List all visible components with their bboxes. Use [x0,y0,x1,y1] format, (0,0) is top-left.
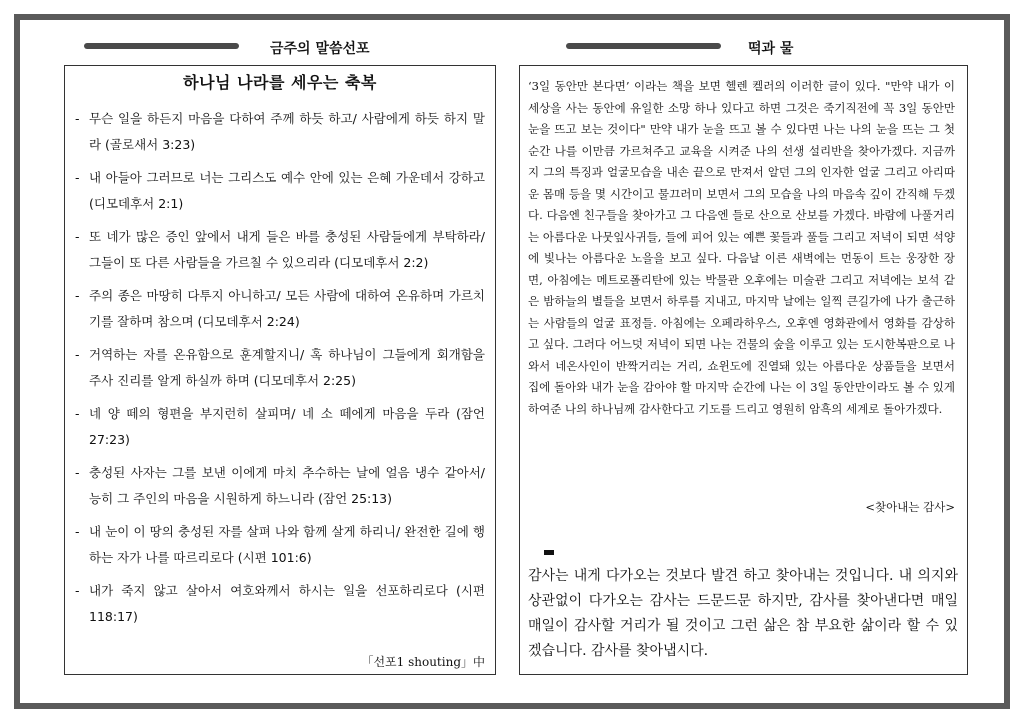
left-header-bar [84,43,239,49]
right-header-title: 떡과 물 [748,41,794,57]
essay-source: <찾아내는 감사> [865,500,955,514]
essay-panel [519,65,968,675]
essay-text: ‘3일 동안만 본다면’ 이라는 책을 보면 헬렌 켈러의 이러한 글이 있다. "만약 내가 이 세상을 사는 동안에 유일한 소망 하나 있다고 하면 그것은 죽기직전에 꼭 3일 동안만 눈을 뜨고 보는 것이다" 만약 내가 눈을 뜨고 볼 수 있다면 나는 나의 눈을 뜨는 그 첫 순간 나를 이만큼 가르쳐주고 교육을 시켜준 나의 선생 설리반을 찾아가겠다. 지금까지 그의 특징과 얼굴모습을 내손 끝으로 만져서 알던 그의 인자한 얼굴 그리고 아리따운 몸매 등을 몇 시간이고 물끄러미 보면서 그의 모습을 나의 마음속 깊이 간직해 두겠다. 다음엔 친구들을 찾아가고 그 다음엔 들로 산으로 산보를 가겠다. 바람에 나풀거리는 아름다운 나뭇잎사귀들, 들에 피어 있는 예쁜 꽃들과 풀들 그리고 저녁이 되면 석양에 빛나는 아름다운 노을을 보고 싶다. 다음날 이른 새벽에는 먼동이 트는 웅장한 장면, 아침에는 메트로폴리탄에 있는 박물관 오후에는 미술관 그리고 저녁에는 보석 같은 밤하늘의 별들을 보면서 하루를 지내고, 마지막 날에는 일찍 큰길가에 나가 출근하는 사람들의 얼굴 표정들. 아침에는 오페라하우스, 오후엔 영화관에서 영화를 감상하고 싶다. 그러다 어느덧 저녁이 되면 나는 건물의 숲을 이루고 있는 도시한복판으로 나와서 네온사인이 반짝거리는 거리, 쇼윈도에 진열돼 있는 아름다운 상품들을 보면서 집에 돌아와 내가 눈을 감아야 할 마지막 순간에 나는 이 3일 동안만이라도 볼 수 있게 하여준 나의 하나님께 감사한다고 기도를 드리고 영원히 암흑의 세계로 돌아가겠다. [528,79,955,416]
verse-item: - 주의 종은 마땅히 다투지 아니하고/ 모든 사람에 대하여 온유하며 가르치기를 잘하며 참으며 (디모데후서 2:24) [73,283,485,335]
verse-item: - 또 네가 많은 증인 앞에서 내게 들은 바를 충성된 사람들에게 부탁하라/ 그들이 또 다른 사람들을 가르칠 수 있으리라 (디모데후서 2:2) [73,224,485,276]
verse-item: - 거역하는 자를 온유함으로 훈계할지니/ 혹 하나님이 그들에게 회개함을 주사 진리를 알게 하실까 하며 (디모데후서 2:25) [73,342,485,394]
scripture-panel [64,65,496,675]
verse-item: - 내 아들아 그러므로 너는 그리스도 예수 안에 있는 은혜 가운데서 강하고 (디모데후서 2:1) [73,165,485,217]
verse-list [73,106,485,637]
verse-item: - 무슨 일을 하든지 마음을 다하여 주께 하듯 하고/ 사람에게 하듯 하지 말라 (골로새서 3:23) [73,106,485,158]
left-header-title: 금주의 말씀선포 [270,41,370,57]
verse-item: - 충성된 사자는 그를 보낸 이에게 마치 추수하는 날에 얼음 냉수 같아서/ 능히 그 주인의 마음을 시원하게 하느니라 (잠언 25:13) [73,460,485,512]
verse-item: - 네 양 떼의 형편을 부지런히 살피며/ 네 소 떼에게 마음을 두라 (잠언 27:23) [73,401,485,453]
verse-item: - 내가 죽지 않고 살아서 여호와께서 하시는 일을 선포하리로다 (시편 118:17) [73,578,485,630]
bullet-marker [544,550,554,555]
closing-text: 감사는 내게 다가오는 것보다 발견 하고 찾아내는 것입니다. 내 의지와 상관없이 다가오는 감사는 드문드문 하지만, 감사를 찾아낸다면 매일 매일이 감사할 거리가 될 것이고 그런 삶은 참 부요한 삶이라 할 수 있겠습니다. 감사를 찾아냅시다. [528,568,958,659]
verse-item: - 내 눈이 이 땅의 충성된 자를 살펴 나와 함께 살게 하리니/ 완전한 길에 행하는 자가 나를 따르리로다 (시편 101:6) [73,519,485,571]
scripture-heading: 하나님 나라를 세우는 축복 [183,73,377,92]
right-header-bar [566,43,721,49]
scripture-source: 「선포1 shouting」中 [361,655,485,669]
